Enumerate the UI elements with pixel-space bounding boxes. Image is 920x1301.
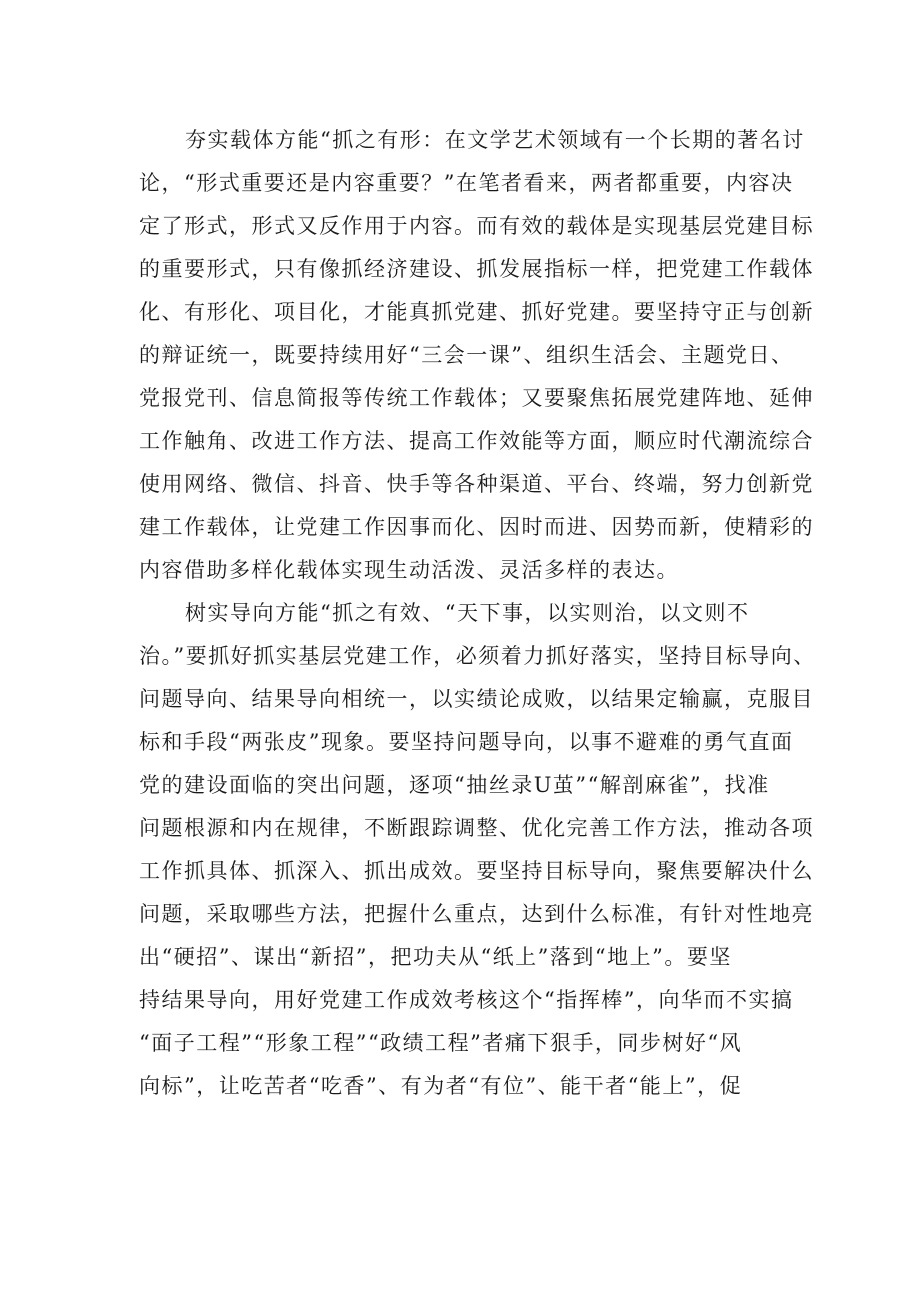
text-line: 问题导向、结果导向相统一，以实绩论成败，以结果定输赢，克服目 xyxy=(139,687,814,711)
text-line: 树实导向方能“抓之有效、“天下事，以实则治，以文则不 xyxy=(185,601,750,625)
text-line: 内容借助多样化载体实现生动活泼、灵活多样的表达。 xyxy=(139,558,679,582)
text-line: 工作触角、改进工作方法、提高工作效能等方面，顺应时代潮流综合 xyxy=(139,429,814,453)
text-line: 治。”要抓好抓实基层党建工作，必须着力抓好落实，坚持目标导向、 xyxy=(139,644,816,668)
text-line: 党的建设面临的突出问题，逐项“抽丝录U茧”“解剖麻雀”，找准 xyxy=(139,773,770,797)
text-line: 问题根源和内在规律，不断跟踪调整、优化完善工作方法，推动各项 xyxy=(139,816,814,840)
text-line: 建工作载体，让党建工作因事而化、因时而进、因势而新，使精彩的 xyxy=(139,515,814,539)
text-line: “面子工程”“形象工程”“政绩工程”者痛下狠手，同步树好“风 xyxy=(139,1031,743,1055)
text-line: 论，“形式重要还是内容重要？”在笔者看来，两者都重要，内容决 xyxy=(139,171,794,195)
text-line: 的重要形式，只有像抓经济建设、抓发展指标一样，把党建工作载体 xyxy=(139,257,814,281)
text-line: 标和手段“两张皮”现象。要坚持问题导向，以事不避难的勇气直面 xyxy=(139,730,794,754)
text-line: 化、有形化、项目化，才能真抓党建、抓好党建。要坚持守正与创新 xyxy=(139,300,814,324)
text-line: 党报党刊、信息简报等传统工作载体；又要聚焦拓展党建阵地、延伸 xyxy=(139,386,814,410)
text-line: 持结果导向，用好党建工作成效考核这个“指挥棒”，向华而不实搞 xyxy=(139,988,794,1012)
text-line: 工作抓具体、抓深入、抓出成效。要坚持目标导向，聚焦要解决什么 xyxy=(139,859,814,883)
text-line: 夯实载体方能“抓之有形：在文学艺术领域有一个长期的著名讨 xyxy=(185,128,805,152)
text-line: 问题，采取哪些方法，把握什么重点，达到什么标准，有针对性地亮 xyxy=(139,902,814,926)
text-line: 向标”，让吃苦者“吃香”、有为者“有位”、能干者“能上”，促 xyxy=(139,1074,743,1098)
text-line: 定了形式，形式又反作用于内容。而有效的载体是实现基层党建目标 xyxy=(139,214,814,238)
text-line: 出“硬招”、谋出“新招”，把功夫从“纸上”落到“地上”。要坚 xyxy=(139,945,732,969)
text-line: 的辩证统一，既要持续用好“三会一课”、组织生活会、主题党日、 xyxy=(139,343,794,367)
text-line: 使用网络、微信、抖音、快手等各种渠道、平台、终端，努力创新党 xyxy=(139,472,814,496)
